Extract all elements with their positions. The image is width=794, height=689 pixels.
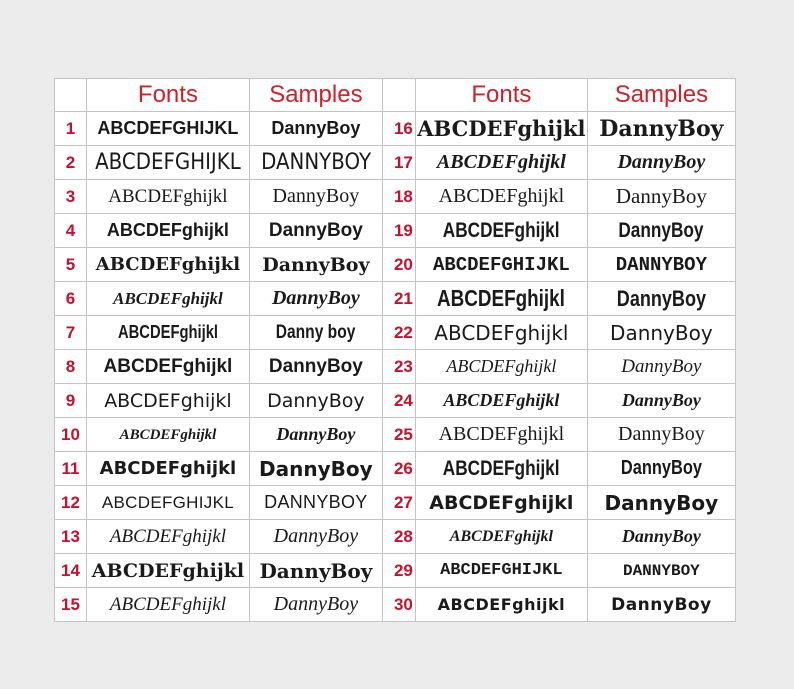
sample-preview-left: DannyBoy (268, 355, 363, 377)
sample-preview-left: DannyBoy (273, 525, 359, 547)
sample-preview-left: DannyBoy (259, 456, 373, 481)
sample-preview-right-cell (587, 554, 735, 588)
sample-preview-right: DannyBoy (604, 490, 719, 515)
row-number-right-cell (382, 554, 415, 588)
row-number-right: 28 (393, 526, 413, 546)
font-preview-left: ABCDEFghijkl (103, 355, 233, 377)
row-number-right: 24 (393, 390, 413, 410)
row-number-left-cell (55, 214, 87, 248)
sample-preview-left: DannyBoy (268, 219, 363, 241)
font-preview-left-cell (87, 588, 250, 622)
font-preview-right: ABCDEFghijkl (449, 527, 553, 545)
table-row (55, 248, 736, 282)
font-preview-left: ABCDEFghijkl (91, 559, 245, 582)
sample-preview-left-cell (249, 384, 382, 418)
row-number-right: 25 (393, 424, 413, 444)
font-preview-right-cell (415, 180, 587, 214)
row-number-right-cell (382, 384, 415, 418)
row-number-left-cell (55, 486, 87, 520)
row-number-right: 18 (393, 186, 413, 206)
row-number-right-cell (382, 520, 415, 554)
row-number-right: 30 (393, 594, 413, 614)
row-number-left: 11 (61, 458, 80, 478)
row-number-left: 13 (61, 526, 80, 546)
font-preview-right: ABCDEFghijkl (443, 218, 560, 242)
font-preview-left: ABCDEFghijkl (99, 458, 237, 479)
font-preview-left: ABCDEFghijkl (109, 525, 226, 547)
font-preview-left-cell (87, 452, 250, 486)
row-number-left-cell (55, 282, 87, 316)
row-number-left-cell (55, 384, 87, 418)
table-row (55, 554, 736, 588)
table-row (55, 146, 736, 180)
row-number-left-cell (55, 350, 87, 384)
font-preview-left: ABCDEFghijkl (113, 288, 223, 308)
font-preview-right: ABCDEFghijkl (429, 491, 574, 514)
sample-preview-left: DannyBoy (271, 287, 360, 309)
sample-preview-right-cell (587, 214, 735, 248)
font-preview-right-cell (415, 554, 587, 588)
font-preview-left: ABCDEFghijkl (104, 389, 232, 412)
font-preview-right-cell (415, 248, 587, 282)
font-preview-left: ABCDEFGHIJKL (97, 118, 239, 138)
sample-preview-left-cell (249, 350, 382, 384)
row-number-right-cell (382, 350, 415, 384)
row-number-left: 6 (65, 288, 76, 308)
row-number-right-cell (382, 452, 415, 486)
row-number-left: 4 (65, 220, 76, 240)
font-preview-left: ABCDEFghijkl (106, 220, 229, 240)
font-preview-left: ABCDEFghijkl (108, 185, 228, 207)
sample-preview-right: DannyBoy (621, 526, 701, 546)
sample-preview-right: DannyBoy (599, 115, 724, 142)
sample-preview-left-cell (249, 486, 382, 520)
font-preview-left-cell (87, 316, 250, 350)
font-preview-left-cell (87, 520, 250, 554)
font-preview-right: ABCDEFghijkl (437, 285, 566, 311)
row-number-left: 7 (65, 322, 76, 342)
row-number-right: 26 (393, 458, 413, 478)
row-number-left-cell (55, 418, 87, 452)
font-preview-left-cell (87, 146, 250, 180)
sample-preview-left: DANNYBOY (264, 492, 368, 512)
sample-preview-left: DannyBoy (272, 185, 360, 207)
table-row (55, 112, 736, 146)
font-preview-right-cell (415, 350, 587, 384)
sample-preview-left: DannyBoy (262, 253, 370, 276)
font-preview-left-cell (87, 418, 250, 452)
sample-preview-right-cell (587, 418, 735, 452)
table-row (55, 588, 736, 622)
font-preview-right: ABCDEFghijkl (436, 151, 566, 173)
sample-preview-right-cell (587, 350, 735, 384)
font-preview-left-cell (87, 112, 250, 146)
row-number-right-cell (382, 486, 415, 520)
row-number-left: 10 (61, 424, 80, 444)
sample-preview-right: DANNYBOY (622, 561, 700, 580)
sample-preview-right: DannyBoy (620, 457, 702, 479)
row-number-right-cell (382, 112, 415, 146)
font-preview-right: ABCDEFGHIJKL (440, 561, 563, 580)
sample-preview-right: DannyBoy (611, 594, 712, 615)
row-number-left-cell (55, 112, 87, 146)
font-preview-right: ABCDEFghijkl (446, 356, 557, 376)
sample-preview-left: DannyBoy (271, 118, 361, 138)
font-preview-left-cell (87, 554, 250, 588)
sample-preview-left-cell (249, 588, 382, 622)
sample-preview-right: DannyBoy (621, 390, 701, 410)
sample-preview-left-cell (249, 554, 382, 588)
row-number-right: 16 (393, 118, 413, 138)
sample-preview-right: DannyBoy (617, 151, 706, 173)
row-number-left: 15 (61, 594, 80, 614)
row-number-right: 23 (393, 356, 413, 376)
table-row (55, 214, 736, 248)
font-preview-right-cell (415, 214, 587, 248)
row-number-right: 20 (393, 254, 413, 274)
row-number-right-cell (382, 316, 415, 350)
row-number-left-cell (55, 146, 87, 180)
header-number-right (382, 79, 415, 112)
font-preview-left-cell (87, 486, 250, 520)
row-number-left-cell (55, 180, 87, 214)
font-preview-left: ABCDEFGHIJKL (95, 150, 241, 175)
sample-preview-right: DannyBoy (615, 184, 707, 208)
font-preview-right-cell (415, 282, 587, 316)
table-row (55, 180, 736, 214)
row-number-right: 19 (393, 220, 413, 240)
sample-preview-left: DannyBoy (267, 389, 365, 412)
font-preview-left-cell (87, 384, 250, 418)
font-preview-left: ABCDEFghijkl (95, 254, 241, 275)
row-number-right-cell (382, 588, 415, 622)
row-number-right: 21 (393, 288, 413, 308)
header-number-left (55, 79, 87, 112)
sample-preview-right-cell (587, 588, 735, 622)
sample-preview-right-cell (587, 112, 735, 146)
font-preview-right-cell (415, 588, 587, 622)
row-number-left-cell (55, 554, 87, 588)
row-number-left: 14 (61, 560, 80, 580)
font-preview-left-cell (87, 282, 250, 316)
row-number-right-cell (382, 248, 415, 282)
sample-preview-left-cell (249, 282, 382, 316)
row-number-left-cell (55, 452, 87, 486)
font-preview-left-cell (87, 248, 250, 282)
font-preview-left: ABCDEFghijkl (119, 426, 217, 443)
row-number-right-cell (382, 146, 415, 180)
sample-preview-right: DannyBoy (618, 423, 705, 445)
font-preview-left-cell (87, 214, 250, 248)
row-number-left: 8 (65, 356, 76, 376)
sample-preview-left: DannyBoy (276, 424, 356, 444)
row-number-right: 27 (393, 492, 413, 512)
table-row (55, 520, 736, 554)
font-preview-left: ABCDEFghijkl (109, 593, 226, 615)
sample-preview-left-cell (249, 418, 382, 452)
row-number-right: 29 (393, 560, 413, 580)
row-number-left: 2 (65, 152, 76, 172)
table-row (55, 282, 736, 316)
sample-preview-right-cell (587, 384, 735, 418)
font-preview-right-cell (415, 520, 587, 554)
sample-preview-right-cell (587, 282, 735, 316)
font-preview-right-cell (415, 486, 587, 520)
row-number-right: 17 (393, 152, 413, 172)
font-preview-right: ABCDEFghijkl (437, 594, 566, 614)
sample-preview-right-cell (587, 248, 735, 282)
row-number-right-cell (382, 418, 415, 452)
sample-preview-left: DANNYBOY (260, 150, 371, 175)
row-number-left: 9 (65, 390, 76, 410)
font-preview-right: ABCDEFghijkl (443, 456, 560, 480)
font-preview-right-cell (415, 112, 587, 146)
font-preview-right: ABCDEFghijkl (417, 116, 586, 141)
sample-preview-right: DannyBoy (610, 320, 713, 345)
sample-preview-left: Danny boy (276, 321, 356, 343)
sample-preview-right: DannyBoy (621, 355, 702, 377)
table-row (55, 418, 736, 452)
row-number-left-cell (55, 316, 87, 350)
font-preview-right: ABCDEFghijkl (443, 390, 560, 410)
sample-preview-left-cell (249, 452, 382, 486)
row-number-right-cell (382, 180, 415, 214)
row-number-right: 22 (393, 322, 413, 342)
table-row (55, 384, 736, 418)
font-preview-right-cell (415, 316, 587, 350)
sample-preview-left-cell (249, 248, 382, 282)
sample-preview-left-cell (249, 316, 382, 350)
row-number-left: 3 (65, 186, 76, 206)
font-preview-right: ABCDEFghijkl (434, 320, 569, 345)
sample-preview-left-cell (249, 214, 382, 248)
sample-preview-right-cell (587, 180, 735, 214)
font-preview-right-cell (415, 418, 587, 452)
row-number-left: 5 (65, 254, 76, 274)
font-preview-left: ABCDEFghijkl (117, 322, 218, 342)
font-preview-right-cell (415, 384, 587, 418)
sample-preview-right: DannyBoy (616, 285, 706, 311)
row-number-left: 1 (65, 118, 76, 138)
sample-preview-left: DannyBoy (273, 593, 359, 615)
header-fonts-left: Fonts (87, 79, 250, 112)
font-preview-right: ABCDEFGHIJKL (432, 253, 570, 276)
sample-preview-right: DANNYBOY (615, 253, 707, 276)
sample-preview-right-cell (587, 452, 735, 486)
sample-preview-left-cell (249, 146, 382, 180)
font-preview-left-cell (87, 180, 250, 214)
row-number-right-cell (382, 282, 415, 316)
table-row (55, 350, 736, 384)
sample-preview-right-cell (587, 316, 735, 350)
sample-preview-right-cell (587, 146, 735, 180)
row-number-left-cell (55, 520, 87, 554)
font-preview-right: ABCDEFghijkl (438, 185, 565, 207)
table-row (55, 452, 736, 486)
row-number-right-cell (382, 214, 415, 248)
font-preview-left-cell (87, 350, 250, 384)
sample-preview-right-cell (587, 486, 735, 520)
font-preview-right-cell (415, 452, 587, 486)
font-preview-right: ABCDEFghijkl (438, 423, 565, 445)
row-number-left-cell (55, 588, 87, 622)
header-fonts-right: Fonts (415, 79, 587, 112)
sample-preview-left-cell (249, 520, 382, 554)
sample-preview-left-cell (249, 112, 382, 146)
header-row (55, 79, 736, 112)
header-samples-right: Samples (587, 79, 735, 112)
sample-preview-right: DannyBoy (618, 218, 704, 242)
row-number-left: 12 (61, 492, 80, 512)
row-number-left-cell (55, 248, 87, 282)
table-row (55, 316, 736, 350)
sample-preview-left: DannyBoy (259, 558, 373, 583)
font-preview-right-cell (415, 146, 587, 180)
sample-preview-right-cell (587, 520, 735, 554)
font-sample-table (54, 78, 736, 622)
header-samples-left: Samples (249, 79, 382, 112)
table-row (55, 486, 736, 520)
font-preview-left: ABCDEFGHIJKL (101, 492, 234, 512)
sample-preview-left-cell (249, 180, 382, 214)
